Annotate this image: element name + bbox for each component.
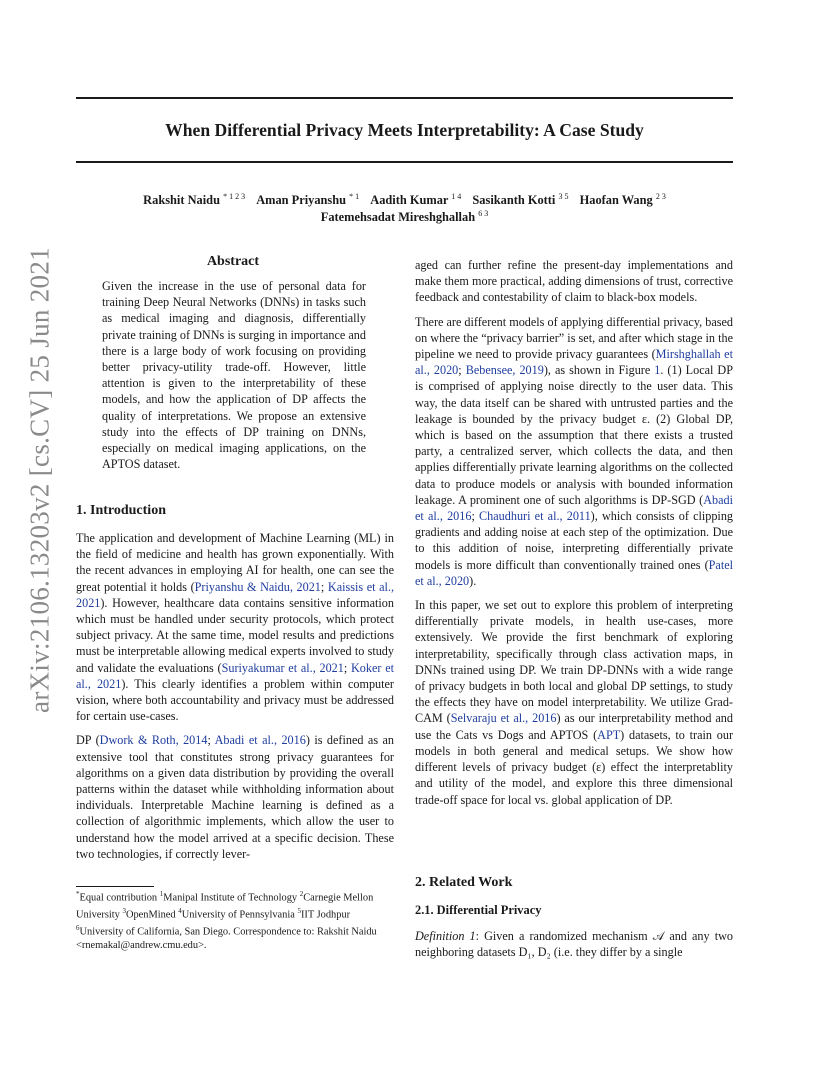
citation-link[interactable]: Abadi et al., 2016	[415, 492, 733, 524]
citation-link[interactable]: Chaudhuri et al., 2011	[479, 509, 591, 524]
citation-link[interactable]: Suriyakumar et al., 2021	[221, 660, 344, 675]
definition-label: Definition 1	[415, 929, 476, 943]
author: Sasikanth Kotti $^{3 5}$	[472, 192, 569, 208]
citation-link[interactable]: Dwork & Roth, 2014	[99, 733, 208, 748]
author: Rakshit Naidu $^{* 1 2 3}$	[143, 192, 246, 208]
figure-link[interactable]: 1	[654, 363, 661, 378]
author: Aman Priyanshu $^{* 1}$	[256, 192, 360, 208]
citation-link[interactable]: APT	[597, 727, 621, 742]
intro-paragraph-2: DP (Dwork & Roth, 2014; Abadi et al., 2016) is defined as an extensive tool that constitutes strong privacy guarantees for algorithms on a given data distribution by providing the overall patterns within the dataset while withholding information about individuals. Interpretable Machine learning is defined as a collection of algorithmic implements, which allow the user to understand how the model arrived at a specific decision. These two technologies, if correctly lever-	[76, 733, 395, 861]
author: Haofan Wang $^{2 3}$	[579, 192, 666, 208]
abstract-text	[102, 278, 366, 480]
paper-title: When Differential Privacy Meets Interpretability: A Case Study	[165, 120, 644, 140]
top-rule	[76, 97, 733, 99]
author-line-1	[76, 192, 733, 208]
definition-paragraph: Definition 1: Given a randomized mechanism 𝒜 and any two neighboring datasets D₁, D₂ (i.e. they differ by a single	[415, 929, 733, 960]
author: Fatemehsadat Mireshghallah $^{6 3}$	[320, 209, 489, 225]
abstract-paragraph: Given the increase in the use of personal data for training Deep Neural Networks (DNNs) in tasks such as medical imaging and diagnosis, differentially private training of DNNs is surging in importance and there is a large body of work focusing on providing better privacy-utility trade-off. However, little attention is given to the interpretability of these models, and how the application of DP affects the quality of interpretations. We propose an extensive study into the effects of DP training on DNNs, especially on medical imaging applications, on the APTOS dataset.	[102, 279, 366, 472]
footnote: *Equal contribution $^1$Manipal Institute of Technology $^2$Carnegie Mellon University $^3$OpenMined $^4$University of Pennsylvania $^5$IIT Jodhpur $^6$University of California, San Diego. Correspondence to: Rakshit Naidu <rnemakal@andrew.cmu.edu>.	[76, 890, 377, 952]
footnote-rule	[76, 886, 154, 887]
right-column-body	[415, 257, 733, 816]
continued-paragraph: aged can further refine the present-day implementations and make them more practical, adding dimensions of trust, corrective feedback and contestability of claim to black-box models.	[415, 258, 733, 305]
dp-models-paragraph: There are different models of applying differential privacy, based on where the “privacy barrier” is set, and after which stage in the pipeline we need to provide privacy guarantees (Mirshghallah et al., 2020; Bebensee, 2019), as shown in Figure 1. (1) Local DP is comprised of applying noise directly to the user data. This way, the data itself can be shared with untrusted parties and the leakage is bounded by the privacy budget ε. (2) Global DP, which is based on the assumption that there exists a trusted party, a centralized server, which collects the data, and then applies differentially private learning algorithms on the collected data to produce models or analysis with bounded information leakage. A prominent one of such algorithms is DP-SGD (Abadi et al., 2016; Chaudhuri et al., 2011), which consists of clipping gradients and adding noise at each step of the optimization. Due to this addition of noise, interpreting differentially private models is more difficult than conventionally trained ones (Patel et al., 2020).	[415, 314, 734, 588]
title-bottom-rule	[76, 161, 733, 163]
citation-link[interactable]: Mirshghallah et al., 2020	[415, 347, 733, 378]
abstract-heading: Abstract	[206, 254, 260, 269]
citation-link[interactable]: Abadi et al., 2016	[214, 733, 306, 748]
section-heading-related-work: 2. Related Work	[415, 875, 513, 890]
paper-goal-paragraph: In this paper, we set out to explore this problem of interpreting differentially private models, in health use-cases, more extensively. We provide the first benchmark of exploring interpretability, specifically through class activation maps, in DNNs trained using DP. We train DP-DNNs with a wide range of privacy budgets in both local and global DP settings, to study the effects they have on model interpretability. We utilize Grad-CAM (Selvaraju et al., 2016) as our interpretability method and use the Cats vs Dogs and APTOS (APT) datasets, to train our models in both general and medical setups. We show how different levels of privacy budget (ε) effect the interpretablity and utility of the model, and explore this three dimensional trade-off space for local vs. global application of DP.	[415, 598, 733, 807]
citation-link[interactable]: Bebensee, 2019	[465, 363, 544, 378]
citation-link[interactable]: Patel et al., 2020	[415, 557, 733, 588]
citation-link[interactable]: Kaissis et al., 2021	[76, 579, 395, 610]
author-line-2	[76, 209, 733, 225]
citation-link[interactable]: Selvaraju et al., 2016	[450, 711, 557, 726]
left-column-body	[76, 530, 394, 870]
citation-link[interactable]: Koker et al., 2021	[76, 660, 394, 691]
intro-paragraph-1: The application and development of Machine Learning (ML) in the field of medicine and health has grown exponentially. With the recent advances in employing AI for health, one can see the great potential it holds (Priyanshu & Naidu, 2021; Kaissis et al., 2021). However, healthcare data contains sensitive information which must be handled under security protocols, which protect subject privacy. At the same time, model results and predictions must be interpretable allowing medical experts involved to study and validate the evaluations (Suriyakumar et al., 2021; Koker et al., 2021). This clearly identifies a problem within computer vision, where both accountability and privacy must be addressed for certain use-cases.	[76, 531, 395, 724]
section-heading-introduction: 1. Introduction	[76, 503, 166, 518]
arxiv-identifier-text: arXiv:2106.13203v2 [cs.CV] 25 Jun 2021	[24, 247, 55, 713]
subsection-heading-differential-privacy: 2.1. Differential Privacy	[415, 903, 542, 917]
citation-link[interactable]: Priyanshu & Naidu, 2021	[194, 579, 321, 594]
author: Aadith Kumar $^{1 4}$	[370, 192, 462, 208]
